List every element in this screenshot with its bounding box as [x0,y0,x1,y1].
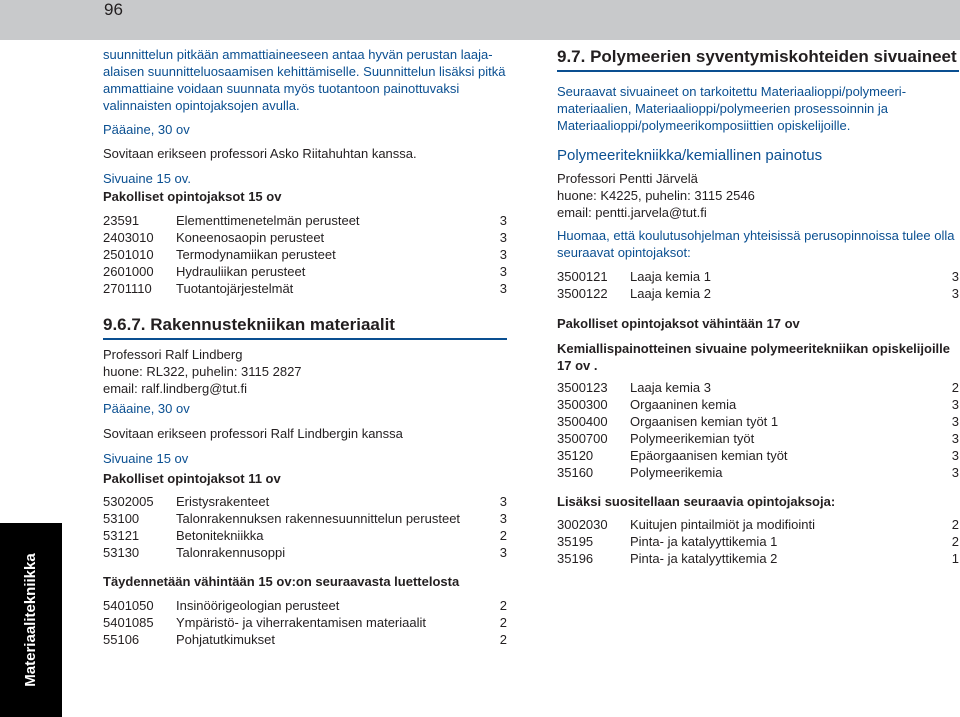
section-heading-polymeerit [557,46,959,72]
section-heading-rakennustekniikka [103,314,507,340]
course-code: 3500700 [557,431,608,446]
course-code: 2501010 [103,247,154,262]
course-name: Betonitekniikka [176,528,264,543]
course-row [103,510,507,527]
note-paragraph: Huomaa, että koulutusohjelman yhteisissä perusopinnoissa tulee olla seuraavat opintojaksot: [557,228,955,260]
course-code: 2601000 [103,264,154,279]
course-credits: 3 [499,213,507,228]
recommended-heading: Lisäksi suositellaan seuraavia opintojaksoja: [557,494,836,509]
course-name: Kuitujen pintailmiöt ja modifiointi [630,517,815,532]
course-row [103,544,507,561]
course-row [557,379,959,396]
heading-text: 9.7. Polymeerien syventymiskohteiden sivuaineet [557,47,957,66]
course-name: Orgaaninen kemia [630,397,737,412]
room-phone: huone: K4225, puhelin: 3115 2546 [557,188,755,203]
compulsory2-heading: Pakolliset opintojaksot 11 ov [103,471,281,486]
course-name: Talonrakennusoppi [176,545,286,560]
minor-heading: Kemiallispainotteinen sivuaine polymeeritekniikan opiskelijoille 17 ov . [557,341,951,373]
course-name: Laaja kemia 2 [630,286,711,301]
course-name: Insinöörigeologian perusteet [176,598,340,613]
course-code: 2403010 [103,230,154,245]
intro-paragraph: suunnittelun pitkään ammattiaineeseen antaa hyvän perustan laaja-alaisen suunnitteluosaamisen kehittämiselle. Suunnittelun lisäksi pitkä ammattiaine voidaan suunnata myös tuotantoon painottuvaksi valinnaisten opintojaksojen avulla. [103,47,506,113]
minor2-heading: Sivuaine 15 ov [103,451,189,466]
header-bar [0,0,960,40]
course-credits: 2 [499,598,507,613]
course-row [557,430,959,447]
course-row [557,396,959,413]
course-code: 5401050 [103,598,154,613]
room-phone: huone: RL322, puhelin: 3115 2827 [103,364,302,379]
course-row [557,413,959,430]
course-credits: 3 [499,545,507,560]
course-credits: 3 [951,431,959,446]
course-name: Talonrakennuksen rakennesuunnittelun perusteet [176,511,461,526]
course-name: Termodynamiikan perusteet [176,247,336,262]
course-name: Orgaanisen kemian työt 1 [630,414,779,429]
course-name: Eristysrakenteet [176,494,270,509]
compulsory2-course-list [103,493,507,561]
course-name: Pinta- ja katalyyttikemia 2 [630,551,778,566]
course-code: 3002030 [557,517,608,532]
course-credits: 3 [499,511,507,526]
course-credits: 2 [951,380,959,395]
course-credits: 3 [951,414,959,429]
basic-course-list [557,268,959,302]
course-code: 3500300 [557,397,608,412]
course-row [557,268,959,285]
course-code: 5302005 [103,494,154,509]
subheading: Polymeeritekniikka/kemiallinen painotus [557,147,823,164]
side-tab [0,523,62,717]
course-row [103,493,507,510]
compulsory-heading: Pakolliset opintojaksot vähintään 17 ov [557,316,800,331]
professor: Professori Ralf Lindberg [103,347,243,362]
course-code: 3500122 [557,286,608,301]
course-name: Pinta- ja katalyyttikemia 1 [630,534,778,549]
course-code: 53100 [103,511,140,526]
heading-rule [103,338,507,340]
course-credits: 3 [951,448,959,463]
course-name: Ympäristö- ja viherrakentamisen materiaalit [176,615,426,630]
course-name: Laaja kemia 3 [630,380,711,395]
course-credits: 3 [499,264,507,279]
supplement-course-list [103,597,507,648]
major-heading: Pääaine, 30 ov [103,122,190,137]
course-credits: 2 [499,528,507,543]
course-code: 3500400 [557,414,608,429]
page-number: 96 [104,0,123,19]
course-credits: 3 [499,494,507,509]
course-code: 5401085 [103,615,154,630]
course-name: Pohjatutkimukset [176,632,275,647]
course-row [103,212,507,229]
course-credits: 3 [951,269,959,284]
course-credits: 2 [499,632,507,647]
email: email: ralf.lindberg@tut.fi [103,381,247,396]
major2-text: Sovitaan erikseen professori Ralf Lindbergin kanssa [103,426,403,441]
course-credits: 1 [951,551,959,566]
course-row [103,527,507,544]
course-name: Polymeerikemia [630,465,723,480]
course-credits: 3 [951,286,959,301]
compulsory-course-list [103,212,507,297]
course-row [103,229,507,246]
course-credits: 2 [951,534,959,549]
professor: Professori Pentti Järvelä [557,171,698,186]
supplement-heading: Täydennetään vähintään 15 ov:on seuraavasta luettelosta [103,574,460,589]
course-row [557,447,959,464]
intro-paragraph: Seuraavat sivuaineet on tarkoitettu Materiaalioppi/polymeeri-materiaalien, Materiaalioppi/polymeerien prosessoinnin ja Materiaalioppi/polymeerikomposiittien opiskelijoille. [557,84,907,133]
course-code: 3500123 [557,380,608,395]
course-row [103,631,507,648]
course-name: Elementtimenetelmän perusteet [176,213,360,228]
course-name: Hydrauliikan perusteet [176,264,306,279]
course-name: Polymeerikemian työt [630,431,755,446]
course-code: 35195 [557,534,594,549]
course-credits: 2 [499,615,507,630]
recommended-course-list [557,516,959,567]
course-code: 35120 [557,448,594,463]
course-row [557,464,959,481]
course-row [103,280,507,297]
course-name: Epäorgaanisen kemian työt [630,448,788,463]
heading-text: 9.6.7. Rakennustekniikan materiaalit [103,315,395,334]
compulsory-heading: Pakolliset opintojaksot 15 ov [103,189,282,204]
course-row [557,516,959,533]
course-name: Laaja kemia 1 [630,269,711,284]
course-name: Koneenosaopin perusteet [176,230,325,245]
minor-heading: Sivuaine 15 ov. [103,171,191,186]
course-code: 53121 [103,528,140,543]
major-text: Sovitaan erikseen professori Asko Riitahuhtan kanssa. [103,146,417,161]
left-column [103,46,507,648]
course-code: 53130 [103,545,140,560]
course-name: Tuotantojärjestelmät [176,281,294,296]
side-tab-label: Materiaalitekniikka [22,553,39,687]
course-credits: 3 [499,230,507,245]
course-credits: 3 [499,281,507,296]
course-code: 2701110 [103,281,152,296]
heading-rule [557,70,959,72]
course-code: 35160 [557,465,594,480]
right-column [557,46,959,567]
email: email: pentti.jarvela@tut.fi [557,205,707,220]
course-code: 3500121 [557,269,608,284]
course-credits: 3 [951,397,959,412]
course-credits: 3 [951,465,959,480]
course-credits: 2 [951,517,959,532]
course-row [557,550,959,567]
course-code: 55106 [103,632,140,647]
minor-course-list [557,379,959,481]
course-row [557,533,959,550]
course-credits: 3 [499,247,507,262]
major2-heading: Pääaine, 30 ov [103,401,190,416]
course-row [103,614,507,631]
course-code: 35196 [557,551,594,566]
course-row [103,263,507,280]
course-row [557,285,959,302]
course-code: 23591 [103,213,140,228]
course-row [103,597,507,614]
course-row [103,246,507,263]
